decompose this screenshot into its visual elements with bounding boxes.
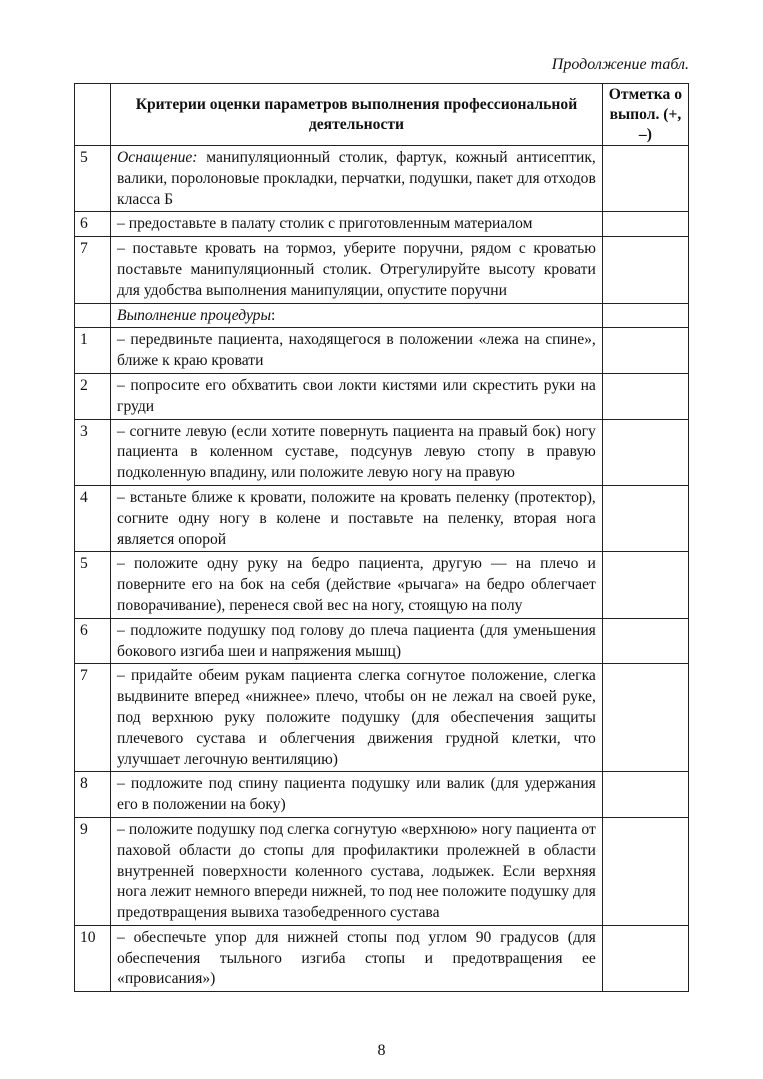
row-number: 10 <box>75 925 111 991</box>
row-mark <box>602 817 688 925</box>
row-number: 1 <box>75 328 111 374</box>
table-row <box>75 772 689 818</box>
row-number: 9 <box>75 817 111 925</box>
table-row <box>75 419 689 485</box>
header-number <box>75 84 111 146</box>
row-number: 6 <box>75 212 111 237</box>
evaluation-criteria-table <box>74 83 689 992</box>
row-number: 6 <box>75 618 111 664</box>
row-number: 4 <box>75 485 111 551</box>
row-criteria-text: – подложите подушку под голову до плеча пациента (для уменьшения бокового изгиба шеи и напряжения мышц) <box>117 621 596 660</box>
row-criteria-prefix: Оснащение: <box>117 149 198 166</box>
row-criteria-text: – поставьте кровать на тормоз, уберите поручни, рядом с кроватью поставьте манипуляционный столик. Отрегулируйте высоту кровати для удобства выполнения манипуляции, опустите поручни <box>117 240 596 299</box>
row-number: 5 <box>75 146 111 212</box>
row-mark <box>602 618 688 664</box>
table-continuation-label: Продолжение табл. <box>551 56 689 73</box>
row-mark <box>602 237 688 303</box>
table-row <box>75 328 689 374</box>
row-criteria-text: – придайте обеим рукам пациента слегка согнутое положение, слегка выдвините вперед «нижнее» плечо, чтобы он не лежал на своей руке, под верхнюю руку положите подушку (для обеспечения защиты плечевого сустава и облегчения движения грудной клетки, что улучшает легочную вентиляцию) <box>117 667 596 768</box>
row-number: 5 <box>75 552 111 618</box>
table-row <box>75 618 689 664</box>
table-row <box>75 373 689 419</box>
row-criteria <box>111 552 603 618</box>
row-mark <box>602 303 688 328</box>
row-criteria <box>111 817 603 925</box>
row-mark <box>602 373 688 419</box>
row-criteria <box>111 373 603 419</box>
row-mark <box>602 419 688 485</box>
row-criteria-text: манипуляционный столик, фартук, кожный антисептик, валики, поролоновые прокладки, перчатки, подушки, пакет для отходов класса Б <box>117 149 596 208</box>
row-criteria-text: – встаньте ближе к кровати, положите на кровать пеленку (протектор), согните одну ногу в колене и поставьте на пеленку, вторая нога является опорой <box>117 488 596 548</box>
row-criteria-text: : <box>271 306 276 324</box>
page-number: 8 <box>377 1042 386 1059</box>
row-mark <box>602 925 688 991</box>
row-criteria-text: – положите одну руку на бедро пациента, другую — на плечо и поверните его на бок на себя (действие «рычага» на бедро облегчает поворачивание), перенеся свой вес на ногу, стоящую на полу <box>117 555 596 614</box>
row-criteria <box>111 419 603 485</box>
table-row <box>75 552 689 618</box>
table-row <box>75 303 689 328</box>
row-criteria <box>111 328 603 374</box>
row-mark <box>602 485 688 551</box>
row-criteria <box>111 146 603 212</box>
row-criteria-text: – подложите под спину пациента подушку или валик (для удержания его в положении на боку) <box>117 775 596 814</box>
table-header-row <box>75 84 689 146</box>
header-criteria: Критерии оценки параметров выполнения профессиональной деятельности <box>111 84 603 146</box>
row-criteria-text: – предоставьте в палату столик с приготовленным материалом <box>117 215 533 233</box>
table-row <box>75 664 689 772</box>
row-number: 3 <box>75 419 111 485</box>
table-row <box>75 212 689 237</box>
row-criteria-text: – обеспечьте упор для нижней стопы под углом 90 градусов (для обеспечения тыльного изгиба стопы и предотвращения ее «провисания») <box>117 928 596 988</box>
row-criteria <box>111 925 603 991</box>
row-criteria-text: – попросите его обхватить свои локти кистями или скрестить руки на груди <box>117 376 596 415</box>
header-mark: Отметка о выпол. (+, –) <box>602 84 688 146</box>
row-criteria-prefix: Выполнение процедуры <box>117 306 272 324</box>
row-number: 7 <box>75 664 111 772</box>
row-criteria <box>111 237 603 303</box>
table-row <box>75 817 689 925</box>
row-number: 8 <box>75 772 111 818</box>
row-criteria <box>111 618 603 664</box>
row-criteria-text: – передвиньте пациента, находящегося в положении «лежа на спине», ближе к краю кровати <box>117 331 596 370</box>
table-row <box>75 146 689 212</box>
row-criteria-text: – положите подушку под слегка согнутую «верхнюю» ногу пациента от паховой области до стопы для профилактики пролежней в области внутренней поверхности коленного сустава, лодыжек. Если верхняя нога лежит немного впереди нижней, то под нее положите подушку для предотвращения вывиха тазобедренного сустава <box>117 820 596 922</box>
row-mark <box>602 328 688 374</box>
row-mark <box>602 552 688 618</box>
table-row <box>75 485 689 551</box>
row-mark <box>602 212 688 237</box>
row-criteria <box>111 212 603 237</box>
row-criteria-text: – согните левую (если хотите повернуть пациента на правый бок) ногу пациента в коленном суставе, подсунув левую стопу в правую подколенную впадину, или положите левую ногу на правую <box>117 422 596 482</box>
row-number <box>75 303 111 328</box>
row-criteria <box>111 772 603 818</box>
table-row <box>75 237 689 303</box>
row-mark <box>602 146 688 212</box>
row-mark <box>602 664 688 772</box>
row-criteria <box>111 664 603 772</box>
row-mark <box>602 772 688 818</box>
row-number: 7 <box>75 237 111 303</box>
row-criteria <box>111 485 603 551</box>
row-number: 2 <box>75 373 111 419</box>
row-criteria <box>111 303 603 328</box>
table-row <box>75 925 689 991</box>
